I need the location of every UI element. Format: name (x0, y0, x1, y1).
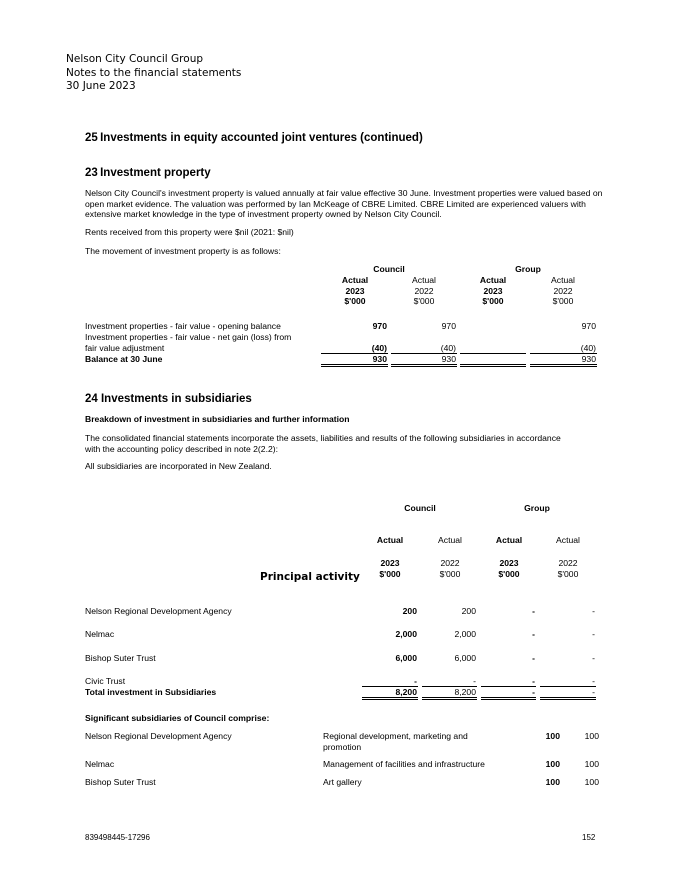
header-date: 30 June 2023 (66, 80, 136, 92)
ip-cell: (40) (440, 343, 456, 353)
significant-activity: Management of facilities and infrastructure (323, 759, 485, 769)
principal-activity-header: Principal activity (260, 571, 360, 583)
double-rule (460, 364, 526, 367)
ip-col-header: Actual 2022 $'000 (551, 275, 575, 307)
ip-col-header: Actual 2023 $'000 (341, 275, 369, 307)
note24-subtitle: Breakdown of investment in subsidiaries and further information (85, 414, 350, 424)
note23-para2: Rents received from this property were $nil (2021: $nil) (85, 227, 294, 237)
sub-cell: - (414, 676, 417, 686)
sub-cell: 200 (402, 606, 417, 616)
sub-cell: - (532, 687, 535, 697)
ip-row-label: Balance at 30 June (85, 354, 163, 364)
sub-col-actual: Actual (438, 535, 462, 545)
sub-cell: 2,000 (454, 629, 476, 639)
sub-council-header: Council (404, 503, 436, 513)
sub-cell: - (532, 653, 535, 663)
significant-pct: 100 (545, 731, 560, 741)
sub-col-actual: Actual (556, 535, 580, 545)
significant-title: Significant subsidiaries of Council comprise: (85, 713, 270, 723)
sub-cell: - (473, 676, 476, 686)
sub-col-year: 2022 $'000 (557, 558, 579, 579)
sub-cell: 6,000 (454, 653, 476, 663)
sub-cell: - (592, 676, 595, 686)
ip-cell: (40) (580, 343, 596, 353)
ip-cell: 970 (581, 321, 596, 331)
significant-pct: 100 (545, 777, 560, 787)
ip-row-label: fair value adjustment (85, 343, 165, 353)
significant-pct: 100 (584, 731, 599, 741)
significant-pct: 100 (584, 759, 599, 769)
sub-col-actual: Actual (495, 535, 523, 545)
double-rule (321, 364, 388, 367)
sub-row-label: Civic Trust (85, 676, 126, 686)
double-rule (362, 697, 418, 700)
sub-row-label: Nelmac (85, 629, 115, 639)
ip-group-header: Group (515, 264, 541, 274)
sub-cell: 200 (461, 606, 476, 616)
double-rule (530, 364, 597, 367)
header-org: Nelson City Council Group (66, 53, 204, 65)
sub-cell: 8,200 (454, 687, 476, 697)
ip-cell: 970 (372, 321, 387, 331)
sub-group-header: Group (524, 503, 550, 513)
significant-activity: Art gallery (323, 777, 362, 787)
sub-cell: - (592, 687, 595, 697)
ip-cell: (40) (371, 343, 387, 353)
sub-cell: - (532, 629, 535, 639)
footer-page-number: 152 (582, 833, 596, 842)
rule (460, 353, 526, 354)
significant-pct: 100 (584, 777, 599, 787)
double-rule (481, 697, 536, 700)
document-header (66, 53, 241, 94)
ip-cell: 930 (581, 354, 596, 364)
sub-cell: 2,000 (395, 629, 417, 639)
note24-title: 24 Investments in subsidiaries (85, 393, 252, 405)
sub-cell: - (592, 629, 595, 639)
double-rule (422, 697, 477, 700)
sub-cell: 6,000 (395, 653, 417, 663)
note23-title: 23 Investment property (85, 167, 211, 179)
sub-row-label: Nelson Regional Development Agency (85, 606, 232, 616)
double-rule (540, 697, 596, 700)
ip-cell: 930 (441, 354, 456, 364)
significant-name: Bishop Suter Trust (85, 777, 156, 787)
note25-title: 25 Investments in equity accounted joint ventures (continued) (85, 132, 423, 144)
ip-row-label: Investment properties - fair value - net gain (loss) from (85, 332, 292, 342)
ip-col-header: Actual 2023 $'000 (479, 275, 507, 307)
double-rule (391, 364, 457, 367)
sub-col-year: 2022 $'000 (439, 558, 461, 579)
ip-cell: 970 (441, 321, 456, 331)
note23-para1: Nelson City Council's investment property is valued annually at fair value effective 30 June. Investment properties were valued based on open market evidence. The valuation was performed by Ian McKeage of CBRE Limited. CBRE Limited are experienced valuers with extensive market knowledge in the type of investment property owned by Nelson City Council. (85, 188, 603, 220)
note24-para1: The consolidated financial statements incorporate the assets, liabilities and results of the following subsidiaries in accordance with the accounting policy described in note 2(2.2): (85, 433, 561, 454)
ip-council-header: Council (373, 264, 405, 274)
sub-col-year: 2023 $'000 (498, 558, 520, 579)
note23-para3: The movement of investment property is as follows: (85, 246, 281, 256)
significant-pct: 100 (545, 759, 560, 769)
ip-row-label: Investment properties - fair value - opening balance (85, 321, 281, 331)
sub-cell: - (532, 606, 535, 616)
header-subtitle: Notes to the financial statements (66, 66, 242, 79)
significant-name: Nelson Regional Development Agency (85, 731, 232, 741)
sub-col-year: 2023 $'000 (379, 558, 401, 579)
footer-doc-id: 839498445-17296 (85, 833, 150, 842)
significant-activity: promotion (323, 742, 362, 752)
ip-col-header: Actual 2022 $'000 (412, 275, 436, 307)
note24-para2: All subsidiaries are incorporated in New Zealand. (85, 461, 272, 471)
sub-cell: - (592, 606, 595, 616)
sub-cell: - (592, 653, 595, 663)
ip-cell: 930 (372, 354, 387, 364)
sub-row-label: Bishop Suter Trust (85, 653, 156, 663)
sub-total-label: Total investment in Subsidiaries (85, 687, 217, 697)
sub-cell: 8,200 (395, 687, 417, 697)
sub-col-actual: Actual (376, 535, 404, 545)
significant-name: Nelmac (85, 759, 115, 769)
sub-cell: - (532, 676, 535, 686)
significant-activity: Regional development, marketing and (323, 731, 468, 741)
